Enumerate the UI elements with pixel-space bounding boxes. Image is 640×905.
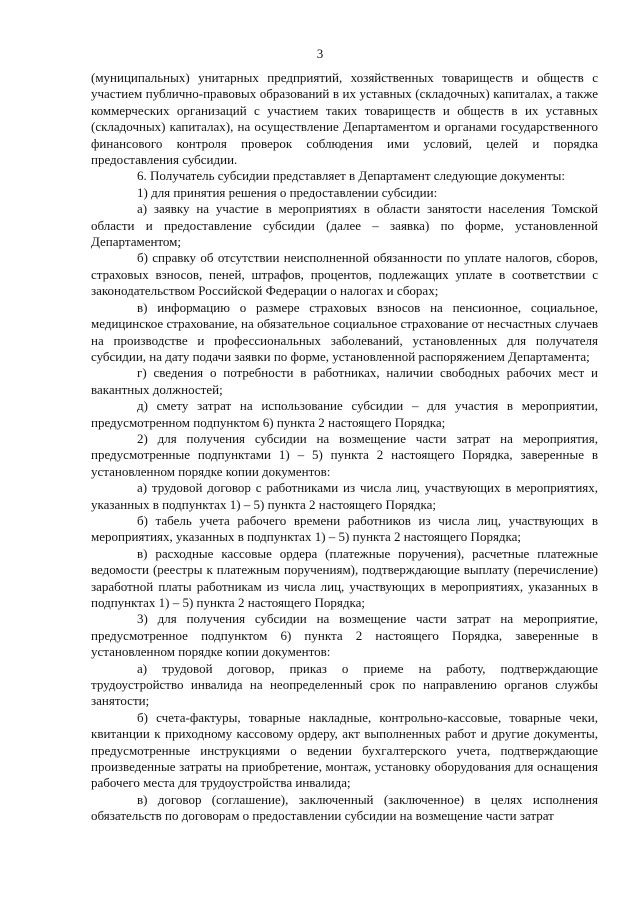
paragraph: г) сведения о потребности в работниках, наличии свободных рабочих мест и вакантных должностей; — [91, 365, 598, 397]
document-body — [91, 70, 598, 825]
paragraph: в) информацию о размере страховых взносов на пенсионное, социальное, медицинское страхование, на обязательное социальное страхование от несчастных случаев на производстве и профессиональных заболеваний, установленных для получателя субсидии, на дату подачи заявки по форме, установленной распоряжением Департамента; — [91, 299, 598, 364]
paragraph: 3) для получения субсидии на возмещение части затрат на мероприятие, предусмотренное подпунктом 6) пункта 2 настоящего Порядка, заверенные в установленном порядке копии документов: — [91, 611, 598, 660]
paragraph: 1) для принятия решения о предоставлении субсидии: — [137, 184, 438, 200]
paragraph: в) договор (соглашение), заключенный (заключенное) в целях исполнения обязательств по договорам о предоставлении субсидии на возмещение части затрат — [91, 791, 598, 824]
paragraph: д) смету затрат на использование субсидии – для участия в мероприятии, предусмотренном подпунктом 6) пункта 2 настоящего Порядка; — [91, 398, 598, 430]
paragraph: б) справку об отсутствии неисполненной обязанности по уплате налогов, сборов, страховых взносов, пеней, штрафов, процентов, подлежащих уплате в соответствии с законодательством Российской Федерации о налогах и сборах; — [91, 250, 598, 299]
paragraph: в) расходные кассовые ордера (платежные поручения), расчетные платежные ведомости (реестры к платежным поручениям), подтверждающие выплату (перечисление) заработной платы работникам из числа лиц, участвующих в мероприятиях, указанных в подпунктах 1) – 5) пункта 2 настоящего Порядка; — [91, 545, 598, 610]
paragraph: а) заявку на участие в мероприятиях в области занятости населения Томской области и предоставление субсидии (далее – заявка) по форме, установленной Департаментом; — [91, 201, 598, 250]
paragraph: б) табель учета рабочего времени работников из числа лиц, участвующих в мероприятиях, указанных в подпунктах 1) – 5) пункта 2 настоящего Порядка; — [91, 512, 598, 545]
paragraph: 6. Получатель субсидии представляет в Департамент следующие документы: — [137, 168, 565, 184]
paragraph: б) счета-фактуры, товарные накладные, контрольно-кассовые, товарные чеки, квитанции к приходному кассовому ордеру, акт выполненных работ и другие документы, предусмотренные инструкциями о ведении бухгалтерского учета, подтверждающие произведенные затраты на приобретение, монтаж, установку оборудования для оснащения рабочего места для трудоустройства инвалида; — [91, 709, 598, 791]
paragraph: а) трудовой договор с работниками из числа лиц, участвующих в мероприятиях, указанных в подпунктах 1) – 5) пункта 2 настоящего Порядка; — [91, 480, 598, 512]
paragraph: (муниципальных) унитарных предприятий, хозяйственных товариществ и обществ с участием публично-правовых образований в их уставных (складочных) капиталах, а также коммерческих организаций с участием таких товариществ и обществ в их уставных (складочных) капиталах), на осуществление Департаментом и органами государственного финансового контроля проверок соблюдения ими условий, целей и порядка предоставления субсидии. — [91, 70, 598, 168]
paragraph: а) трудовой договор, приказ о приеме на работу, подтверждающие трудоустройство инвалида на неопределенный срок по направлению органов службы занятости; — [91, 660, 598, 709]
paragraph: 2) для получения субсидии на возмещение части затрат на мероприятия, предусмотренные подпунктами 1) – 5) пункта 2 настоящего Порядка, заверенные в установленном порядке копии документов: — [91, 430, 598, 479]
page-number: 3 — [316, 46, 324, 61]
